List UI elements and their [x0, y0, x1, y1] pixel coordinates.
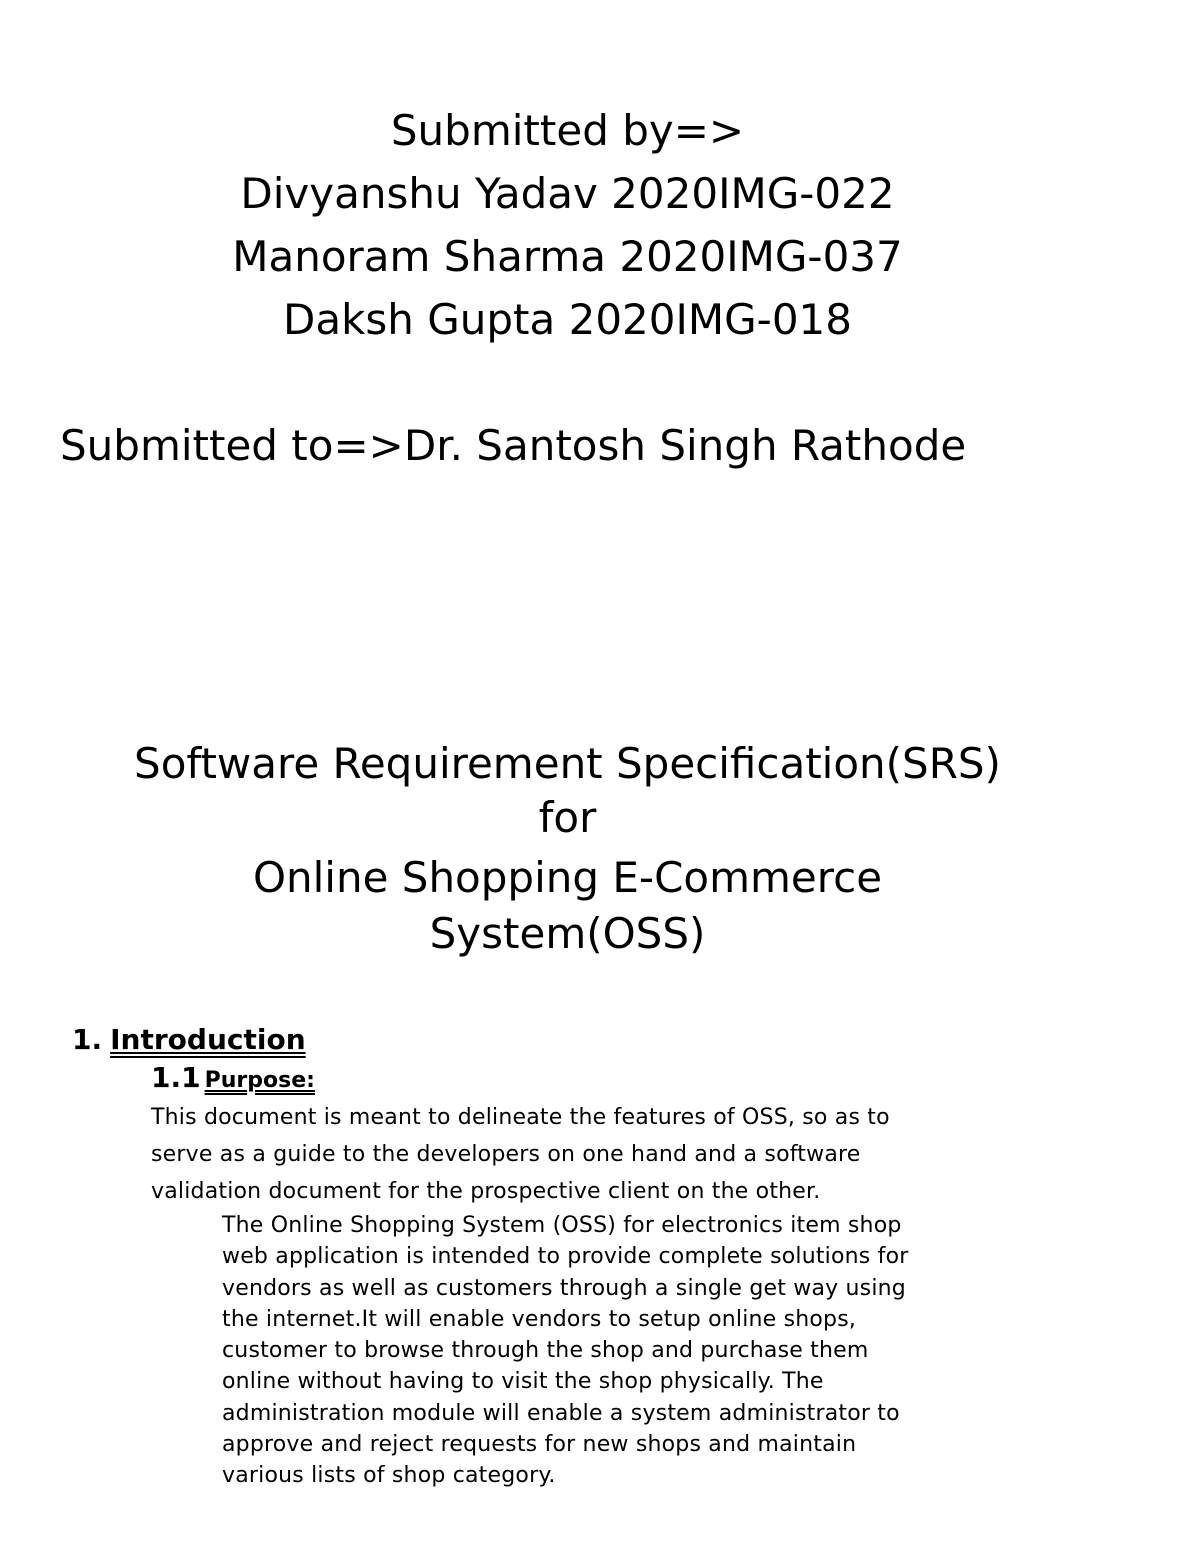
paragraph-line: customer to browse through the shop and purchase them	[222, 1338, 869, 1364]
document-title-line-1: Software Requirement Specification(SRS)	[134, 739, 1001, 788]
paragraph-line: web application is intended to provide complete solutions for	[222, 1244, 909, 1270]
document-title-line-2: for	[538, 793, 597, 842]
paragraph-line: vendors as well as customers through a single get way using	[222, 1275, 906, 1301]
purpose-paragraph-2	[222, 1210, 909, 1492]
purpose-paragraph-1	[151, 1099, 890, 1210]
team-member-3: Daksh Gupta 2020IMG-018	[282, 295, 852, 344]
document-title-line-4: System(OSS)	[429, 909, 706, 958]
team-member-2: Manoram Sharma 2020IMG-037	[232, 232, 903, 281]
team-member-1: Divyanshu Yadav 2020IMG-022	[240, 169, 895, 218]
subsection-number: 1.1	[151, 1061, 201, 1094]
submitted-by-label: Submitted by=>	[390, 106, 745, 155]
paragraph-line: The Online Shopping System (OSS) for electronics item shop	[222, 1213, 902, 1238]
paragraph-line: approve and reject requests for new shops and maintain	[222, 1432, 857, 1458]
paragraph-line: validation document for the prospective client on the other.	[151, 1179, 821, 1204]
section-heading-introduction	[72, 1023, 306, 1056]
paragraph-line: various lists of shop category.	[222, 1463, 556, 1489]
paragraph-line: online without having to visit the shop physically. The	[222, 1369, 824, 1395]
section-number: 1.	[72, 1023, 103, 1056]
paragraph-line: administration module will enable a system administrator to	[222, 1400, 900, 1426]
subsection-title: Purpose:	[204, 1068, 315, 1093]
paragraph-line: serve as a guide to the developers on one hand and a software	[151, 1142, 861, 1167]
subsection-heading-purpose	[151, 1061, 315, 1094]
submitted-to-line: Submitted to=>Dr. Santosh Singh Rathode	[60, 421, 967, 470]
section-title: Introduction	[110, 1023, 306, 1056]
paragraph-line: This document is meant to delineate the features of OSS, so as to	[151, 1105, 890, 1130]
paragraph-line: the internet.It will enable vendors to setup online shops,	[222, 1306, 857, 1332]
document-title-line-3: Online Shopping E-Commerce	[252, 853, 883, 902]
